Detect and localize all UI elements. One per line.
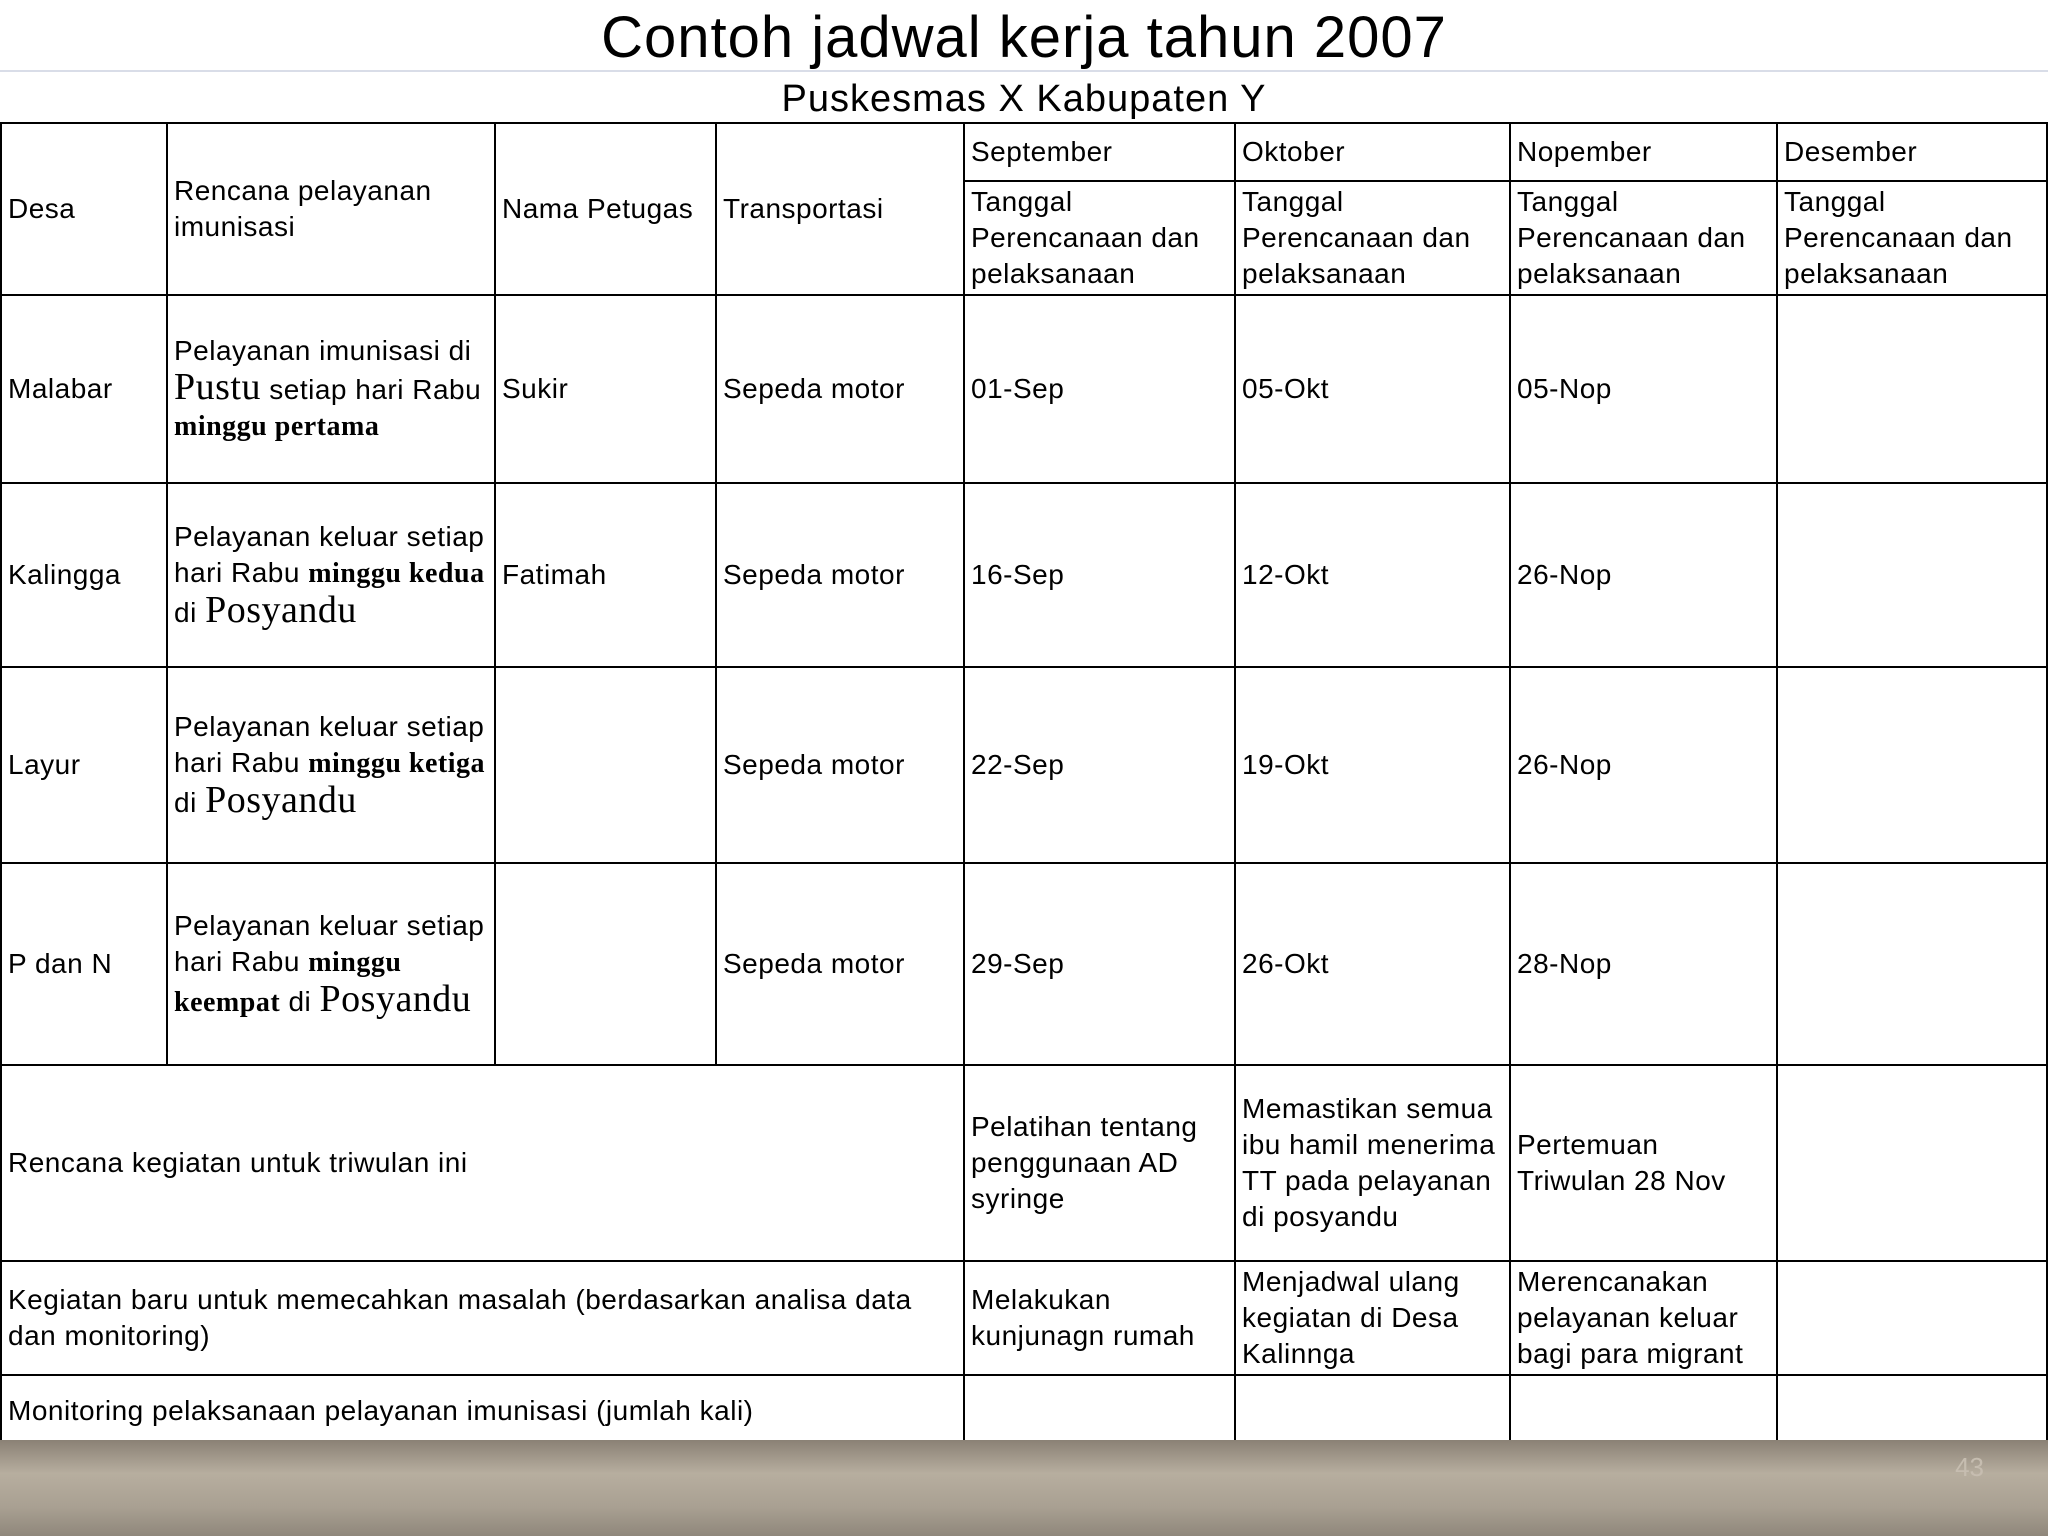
header-desa: Desa <box>1 123 167 295</box>
rencana-di: di <box>174 787 197 818</box>
summary-cell-desember <box>1777 1375 2047 1447</box>
header-sub-desember: Tanggal Perencanaan dan pelaksanaan <box>1777 181 2047 295</box>
date-oktober: 19-Okt <box>1235 667 1510 863</box>
summary-row-kegiatan-baru <box>1 1261 2047 1375</box>
petugas-cell <box>495 863 716 1065</box>
table-row <box>1 483 2047 667</box>
title-band <box>0 0 2048 72</box>
rencana-text: Pelayanan keluar setiap hari Rabu <box>174 711 485 778</box>
summary-cell-nopember: Pertemuan Triwulan 28 Nov <box>1510 1065 1777 1261</box>
table-row <box>1 295 2047 483</box>
summary-cell-nopember <box>1510 1375 1777 1447</box>
date-nopember: 26-Nop <box>1510 483 1777 667</box>
header-transportasi: Transportasi <box>716 123 964 295</box>
page-subtitle: Puskesmas X Kabupaten Y <box>781 78 1267 120</box>
petugas-cell: Sukir <box>495 295 716 483</box>
rencana-place: Posyandu <box>319 977 472 1020</box>
transportasi-cell: Sepeda motor <box>716 295 964 483</box>
rencana-cell <box>167 667 495 863</box>
header-sub-nopember: Tanggal Perencanaan dan pelaksanaan <box>1510 181 1777 295</box>
summary-cell-oktober <box>1235 1375 1510 1447</box>
rencana-text: Pelayanan keluar setiap hari Rabu <box>174 521 485 588</box>
summary-cell-september <box>964 1375 1235 1447</box>
rencana-cell <box>167 483 495 667</box>
rencana-di: di <box>288 985 312 1017</box>
header-rencana: Rencana pelayanan imunisasi <box>167 123 495 295</box>
rencana-week: minggu keempat <box>174 946 402 1018</box>
rencana-place: Pustu <box>174 366 261 408</box>
table-row <box>1 863 2047 1065</box>
petugas-cell: Fatimah <box>495 483 716 667</box>
summary-cell-desember <box>1777 1261 2047 1375</box>
transportasi-cell: Sepeda motor <box>716 863 964 1065</box>
rencana-text: setiap hari Rabu <box>269 374 482 405</box>
summary-cell-nopember: Merencanakan pelayanan keluar bagi para migrant <box>1510 1261 1777 1375</box>
summary-cell-desember <box>1777 1065 2047 1261</box>
desa-cell: P dan N <box>1 863 167 1065</box>
summary-label: Monitoring pelaksanaan pelayanan imunisasi (jumlah kali) <box>1 1375 964 1447</box>
header-month-nopember: Nopember <box>1510 123 1777 181</box>
summary-row-rencana-triwulan <box>1 1065 2047 1261</box>
date-desember <box>1777 483 2047 667</box>
date-oktober: 26-Okt <box>1235 863 1510 1065</box>
date-nopember: 28-Nop <box>1510 863 1777 1065</box>
header-row-months <box>1 123 2047 181</box>
summary-row-monitoring <box>1 1375 2047 1447</box>
header-month-desember: Desember <box>1777 123 2047 181</box>
summary-label: Rencana kegiatan untuk triwulan ini <box>1 1065 964 1261</box>
date-oktober: 12-Okt <box>1235 483 1510 667</box>
date-oktober: 05-Okt <box>1235 295 1510 483</box>
rencana-cell <box>167 863 495 1065</box>
desa-cell: Malabar <box>1 295 167 483</box>
rencana-place: Posyandu <box>205 779 357 821</box>
summary-cell-september: Pelatihan tentang penggunaan AD syringe <box>964 1065 1235 1261</box>
date-nopember: 26-Nop <box>1510 667 1777 863</box>
rencana-cell <box>167 295 495 483</box>
transportasi-cell: Sepeda motor <box>716 483 964 667</box>
date-september: 16-Sep <box>964 483 1235 667</box>
rencana-text: Pelayanan imunisasi di <box>174 335 472 366</box>
header-month-september: September <box>964 123 1235 181</box>
rencana-week: minggu kedua <box>308 558 485 589</box>
desa-cell: Kalingga <box>1 483 167 667</box>
date-desember <box>1777 295 2047 483</box>
summary-label: Kegiatan baru untuk memecahkan masalah (berdasarkan analisa data dan monitoring) <box>1 1261 964 1375</box>
summary-cell-oktober: Menjadwal ulang kegiatan di Desa Kalinnga <box>1235 1261 1510 1375</box>
footer-band <box>0 1440 2048 1536</box>
date-september: 29-Sep <box>964 863 1235 1065</box>
summary-cell-oktober: Memastikan semua ibu hamil menerima TT pada pelayanan di posyandu <box>1235 1065 1510 1261</box>
work-schedule-table <box>0 122 2048 1448</box>
page-number: 43 <box>1955 1452 1984 1482</box>
transportasi-cell: Sepeda motor <box>716 667 964 863</box>
rencana-week: minggu pertama <box>174 411 380 442</box>
table-row <box>1 667 2047 863</box>
header-month-oktober: Oktober <box>1235 123 1510 181</box>
header-petugas: Nama Petugas <box>495 123 716 295</box>
date-september: 01-Sep <box>964 295 1235 483</box>
summary-cell-september: Melakukan kunjunagn rumah <box>964 1261 1235 1375</box>
header-sub-september: Tanggal Perencanaan dan pelaksanaan <box>964 181 1235 295</box>
date-nopember: 05-Nop <box>1510 295 1777 483</box>
rencana-di: di <box>174 597 197 628</box>
rencana-text: Pelayanan keluar setiap hari Rabu <box>174 909 485 977</box>
date-desember <box>1777 667 2047 863</box>
date-september: 22-Sep <box>964 667 1235 863</box>
date-desember <box>1777 863 2047 1065</box>
petugas-cell <box>495 667 716 863</box>
header-sub-oktober: Tanggal Perencanaan dan pelaksanaan <box>1235 181 1510 295</box>
desa-cell: Layur <box>1 667 167 863</box>
page-title: Contoh jadwal kerja tahun 2007 <box>601 5 1447 70</box>
rencana-week: minggu ketiga <box>308 748 486 779</box>
subtitle-band <box>0 72 2048 122</box>
rencana-place: Posyandu <box>205 589 357 631</box>
